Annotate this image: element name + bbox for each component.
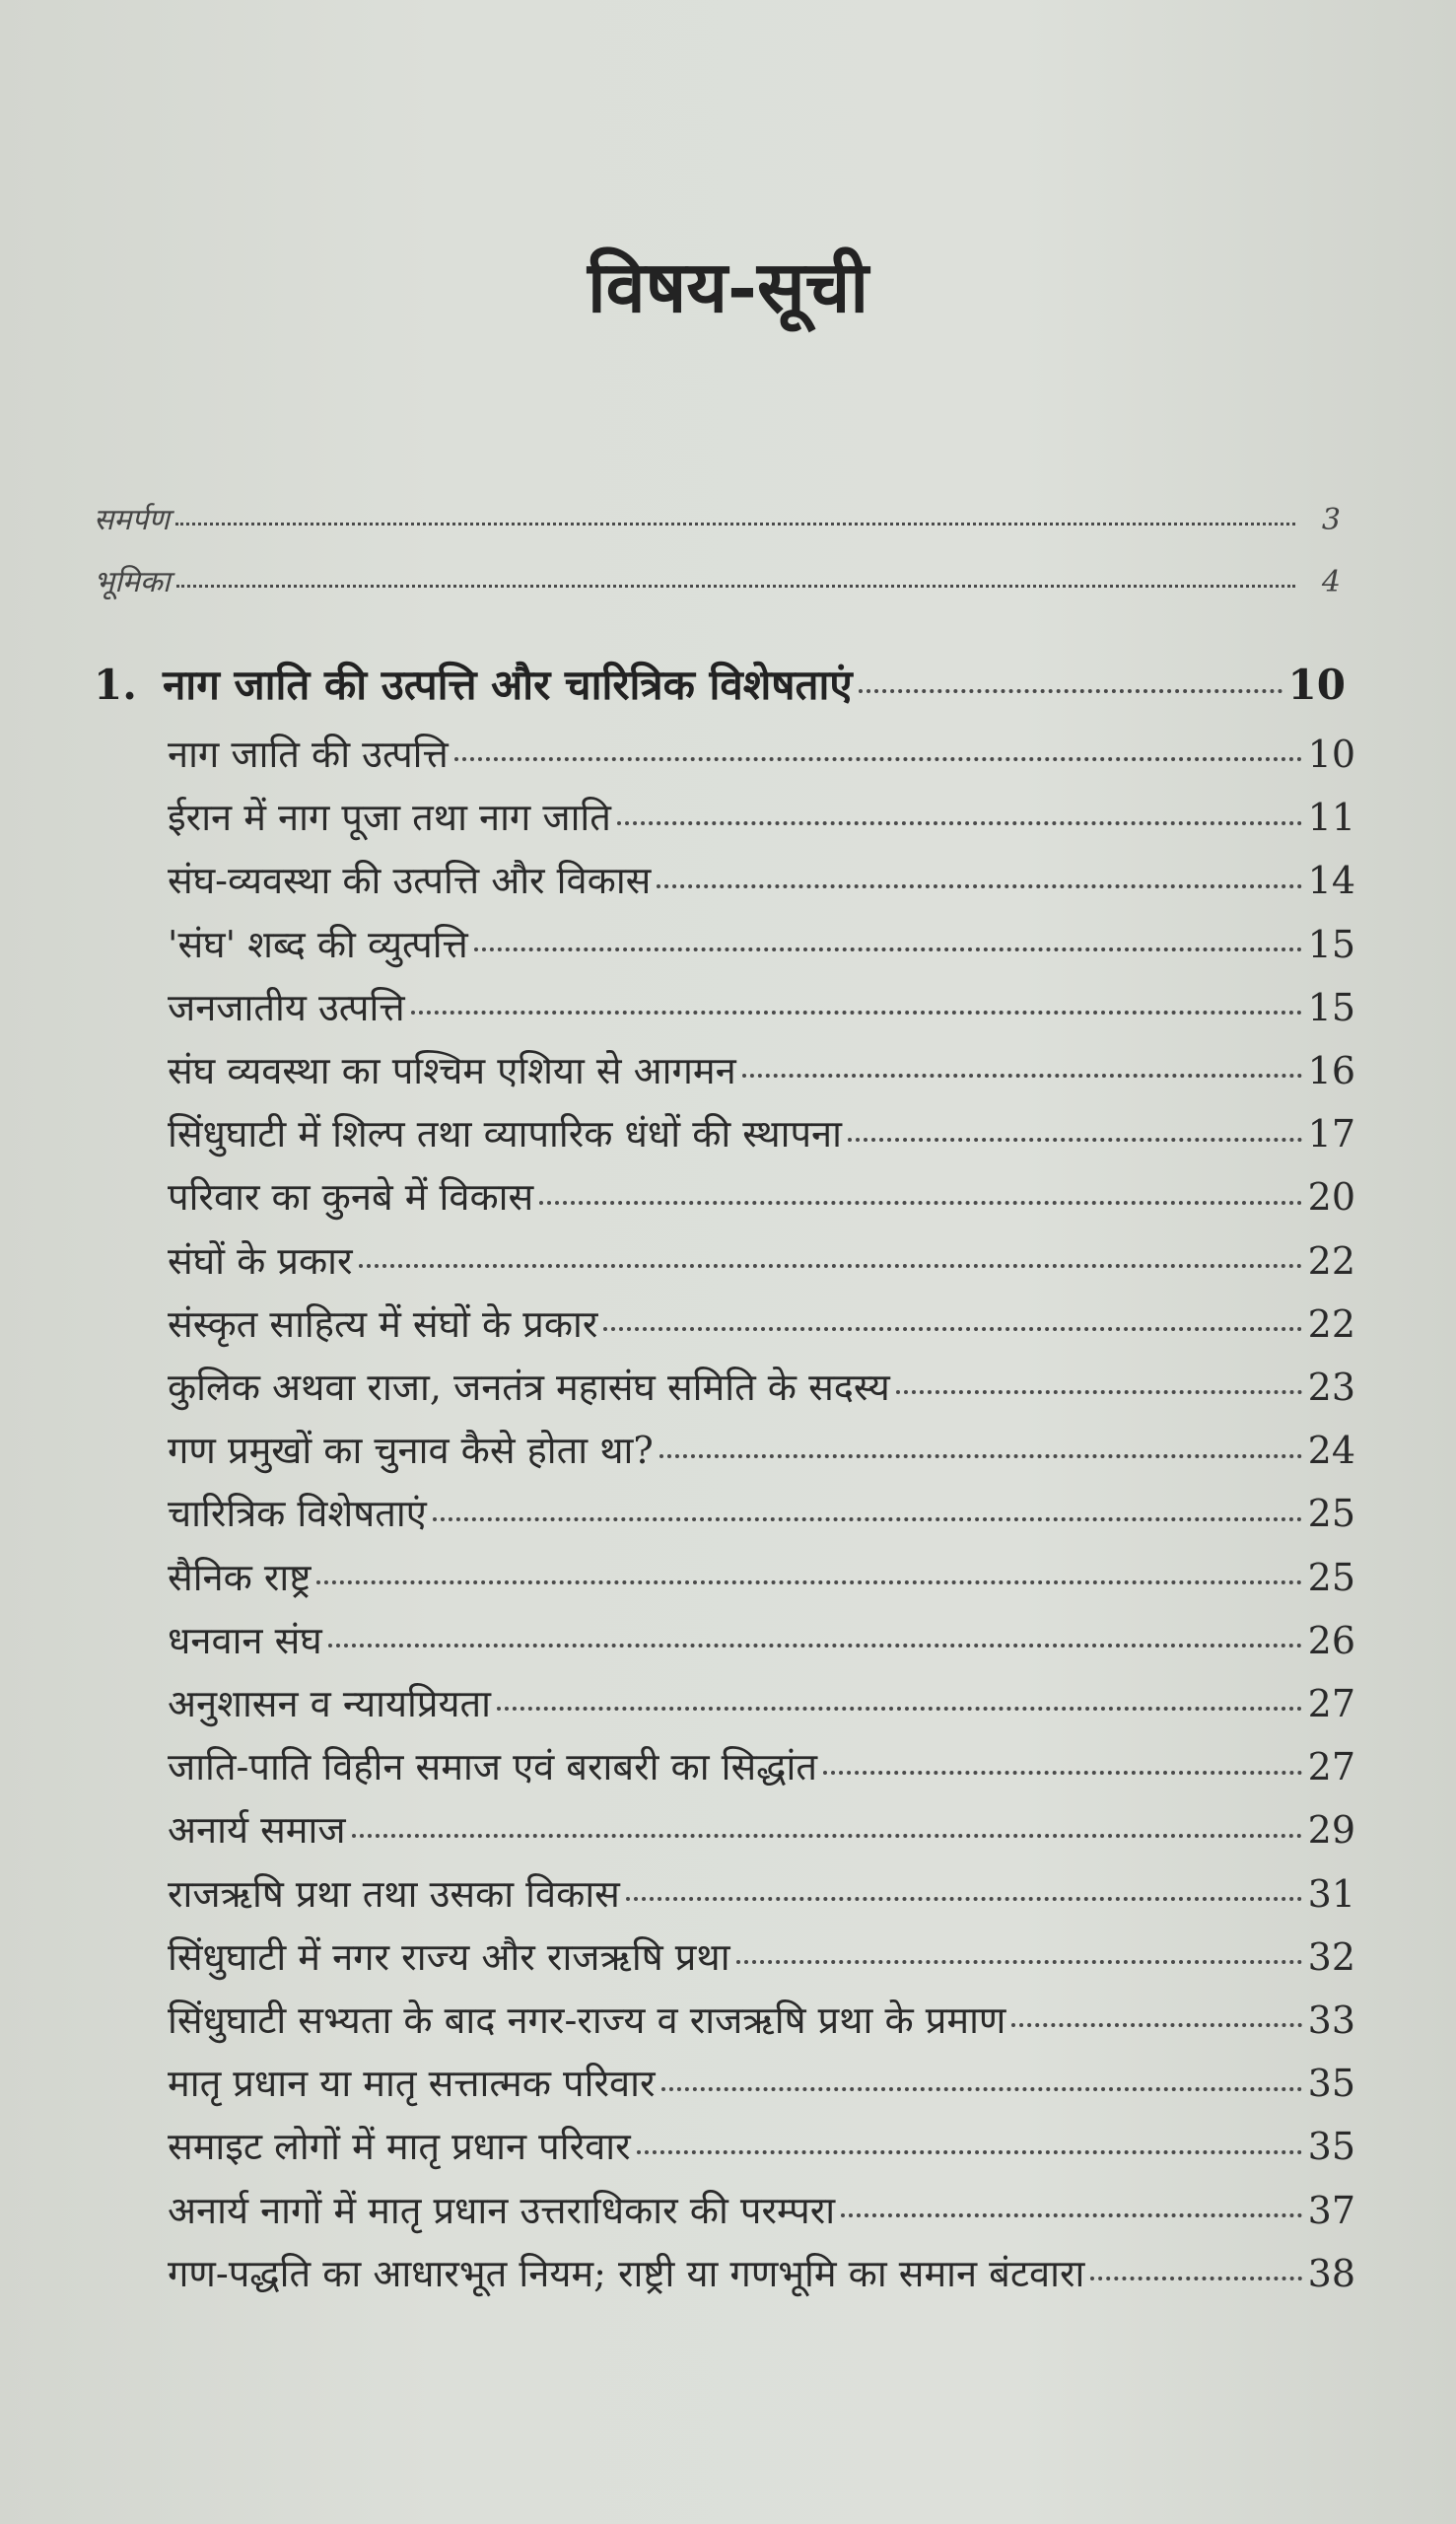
toc-front-matter-row — [94, 498, 1341, 538]
dot-leader — [841, 2206, 1302, 2217]
toc-section-row — [168, 1234, 1355, 1286]
toc-section-row — [168, 1424, 1355, 1475]
dot-leader — [617, 813, 1302, 825]
toc-entry-label: सिंधुघाटी में शिल्प तथा व्यापारिक धंधों की स्थापना — [168, 1112, 842, 1157]
dot-leader — [175, 517, 1295, 526]
toc-page-number: 25 — [1307, 1492, 1355, 1536]
toc-entry-label: सैनिक राष्ट्र — [168, 1555, 312, 1599]
toc-entry-label: राजऋषि प्रथा तथा उसका विकास — [168, 1871, 620, 1916]
toc-section-row — [168, 1361, 1355, 1412]
dot-leader — [859, 680, 1283, 692]
toc-section-row — [168, 2184, 1355, 2235]
toc-entry-label: कुलिक अथवा राजा, जनतंत्र महासंघ समिति के सदस्य — [168, 1366, 890, 1409]
dot-leader — [474, 940, 1302, 951]
toc-section-row — [168, 1107, 1355, 1158]
chapter-title: नाग जाति की उत्पत्ति और चारित्रिक विशेषताएं — [163, 661, 853, 709]
toc-front-matter-row — [94, 560, 1341, 600]
toc-page-number: 27 — [1307, 1745, 1355, 1789]
toc-section-row — [168, 2120, 1355, 2171]
dot-leader — [603, 1320, 1301, 1332]
toc-entry-label: भूमिका — [94, 565, 171, 599]
toc-entry-label: गण प्रमुखों का चुनाव कैसे होता था? — [168, 1429, 654, 1473]
toc-page-number: 17 — [1307, 1112, 1355, 1157]
toc-page-number: 38 — [1307, 2251, 1355, 2295]
toc-entry-label: चारित्रिक विशेषताएं — [168, 1492, 427, 1536]
dot-leader — [328, 1637, 1302, 1648]
dot-leader — [823, 1763, 1302, 1775]
toc-section-row — [168, 1677, 1355, 1728]
toc-page-number: 35 — [1307, 2125, 1355, 2169]
toc-page-number: 11 — [1307, 796, 1355, 840]
dot-leader — [736, 1953, 1302, 1965]
toc-entry-label: 'संघ' शब्द की व्युत्पत्ति — [168, 922, 468, 966]
dot-leader — [637, 2142, 1302, 2154]
toc-page-number: 22 — [1307, 1238, 1355, 1283]
dot-leader — [742, 1067, 1302, 1079]
page-title: विषय-सूची — [588, 245, 868, 328]
toc-entry-label: सिंधुघाटी सभ्यता के बाद नगर-राज्य व राजऋषि प्रथा के प्रमाण — [168, 1998, 1006, 2042]
dot-leader — [352, 1826, 1302, 1838]
dot-leader — [411, 1004, 1302, 1016]
dot-leader — [433, 1509, 1302, 1521]
toc-entry-label: अनुशासन व न्यायप्रियता — [168, 1682, 492, 1725]
dot-leader — [626, 1889, 1302, 1901]
toc-page-number: 16 — [1307, 1049, 1355, 1092]
toc-entry-label: सिंधुघाटी में नगर राज्य और राजऋषि प्रथा — [168, 1934, 730, 1979]
dot-leader — [497, 1700, 1302, 1712]
toc-section-row — [168, 1170, 1355, 1222]
dot-leader — [316, 1573, 1301, 1584]
toc-page-number: 29 — [1307, 1808, 1355, 1853]
toc-entry-label: धनवान संघ — [168, 1618, 322, 1662]
toc-page-number: 31 — [1307, 1871, 1355, 1916]
toc-section-row — [168, 1740, 1355, 1791]
toc-page-number: 27 — [1307, 1682, 1355, 1725]
toc-page-number: 3 — [1321, 503, 1341, 537]
dot-leader — [1011, 2016, 1301, 2028]
toc-page-number: 37 — [1307, 2188, 1355, 2232]
toc-section-row — [168, 981, 1355, 1032]
toc-page-number: 32 — [1307, 1934, 1355, 1979]
toc-entry-label: नाग जाति की उत्पत्ति — [168, 733, 449, 776]
dot-leader — [657, 876, 1301, 888]
toc-entry-label: अनार्य समाज — [168, 1808, 346, 1853]
toc-section-row — [168, 2057, 1355, 2108]
dot-leader — [454, 750, 1302, 762]
toc-page-number: 33 — [1307, 1998, 1355, 2042]
toc-page-number: 14 — [1307, 859, 1355, 903]
toc-page-number: 26 — [1307, 1618, 1355, 1662]
toc-entry-label: ईरान में नाग पूजा तथा नाग जाति — [168, 796, 611, 840]
dot-leader — [176, 579, 1295, 588]
toc-page-number: 15 — [1307, 922, 1355, 966]
toc-entry-label: गण-पद्धति का आधारभूत नियम; राष्ट्री या गणभूमि का समान बंटवारा — [168, 2251, 1085, 2295]
toc-entry-label: जनजातीय उत्पत्ति — [168, 985, 405, 1029]
toc-section-row — [168, 1803, 1355, 1855]
toc-page-number: 23 — [1307, 1366, 1355, 1409]
toc-section-row — [168, 1614, 1355, 1665]
toc-page-number: 10 — [1307, 733, 1355, 776]
toc-page-number: 15 — [1307, 985, 1355, 1029]
toc-section-row — [168, 2247, 1355, 2298]
toc-section-row — [168, 918, 1355, 969]
toc-section-row — [168, 854, 1355, 905]
dot-leader — [896, 1383, 1302, 1395]
toc-entry-label: परिवार का कुनबे में विकास — [168, 1175, 534, 1220]
toc-section-row — [168, 1867, 1355, 1919]
toc-entry-label: संघ-व्यवस्था की उत्पत्ति और विकास — [168, 859, 652, 903]
toc-page-number: 25 — [1307, 1555, 1355, 1599]
toc-page-number: 24 — [1307, 1429, 1355, 1473]
toc-entry-label: मातृ प्रधान या मातृ सत्तात्मक परिवार — [168, 2062, 656, 2106]
toc-entry-label: जाति-पाति विहीन समाज एवं बराबरी का सिद्धांत — [168, 1745, 818, 1789]
toc-section-row — [168, 1994, 1355, 2045]
toc-section-row — [168, 791, 1355, 842]
toc-entry-label: समर्पण — [94, 503, 170, 537]
dot-leader — [539, 1193, 1301, 1205]
toc-section-row — [168, 1297, 1355, 1349]
toc-page-number: 10 — [1287, 661, 1346, 709]
chapter-number: 1. — [94, 661, 137, 709]
toc-chapter-row — [94, 656, 1346, 712]
toc-page-number: 22 — [1307, 1301, 1355, 1346]
toc-entry-label: समाइट लोगों में मातृ प्रधान परिवार — [168, 2125, 631, 2169]
dot-leader — [848, 1130, 1302, 1142]
toc-section-row — [168, 1930, 1355, 1982]
toc-entry-label: संघ व्यवस्था का पश्चिम एशिया से आगमन — [168, 1049, 736, 1092]
dot-leader — [359, 1256, 1302, 1268]
toc-page-number: 20 — [1307, 1175, 1355, 1220]
toc-page-number: 35 — [1307, 2062, 1355, 2106]
toc-section-row — [168, 728, 1355, 779]
toc-entry-label: संघों के प्रकार — [168, 1238, 353, 1283]
dot-leader — [1090, 2270, 1301, 2281]
dot-leader — [659, 1446, 1302, 1458]
toc-section-row — [168, 1551, 1355, 1602]
toc-section-row — [168, 1044, 1355, 1095]
toc-section-row — [168, 1487, 1355, 1538]
toc-entry-label: अनार्य नागों में मातृ प्रधान उत्तराधिकार की परम्परा — [168, 2188, 836, 2232]
dot-leader — [661, 2079, 1302, 2091]
toc-page-number: 4 — [1321, 565, 1341, 599]
toc-entry-label: संस्कृत साहित्य में संघों के प्रकार — [168, 1301, 598, 1346]
